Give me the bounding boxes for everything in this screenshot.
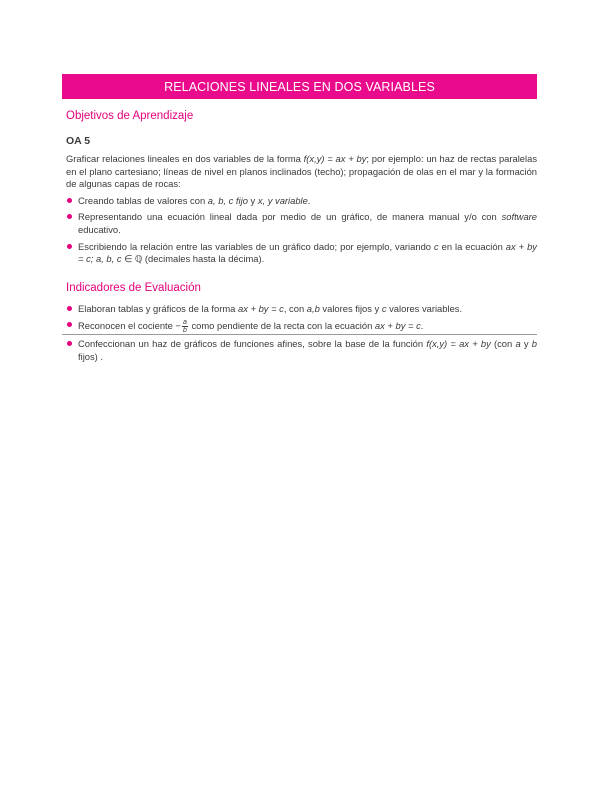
item-text: . (307, 194, 311, 206)
bullet-icon (67, 198, 72, 203)
bullet-icon (67, 322, 72, 327)
item-text: Elaboran tablas y gráficos de la forma (78, 302, 238, 314)
fraction (182, 319, 188, 334)
objectives-heading: Objetivos de Aprendizaje (66, 110, 194, 122)
item-text: y (520, 338, 532, 350)
item-math: ax + by = c (237, 302, 284, 314)
item-text: , con (283, 302, 307, 314)
bullet-icon (67, 214, 72, 219)
item-text: y (247, 194, 258, 206)
item-math: a, b, c fijo (207, 194, 248, 206)
item-text: (con (490, 338, 516, 350)
item-math: x, y variable (257, 194, 308, 206)
item-math: a (515, 338, 521, 350)
indicators-heading: Indicadores de Evaluación (66, 281, 201, 294)
item-text: valores fijos y (319, 302, 382, 314)
item-math: c (381, 302, 387, 314)
bullet-icon (67, 341, 72, 346)
item-math: ax + by = c (374, 320, 421, 332)
objectives-list (66, 195, 537, 266)
oa-label: OA 5 (66, 135, 91, 147)
item-text: Representando una ecuación lineal dada por medio de un gráfico, de manera manual y/o con (78, 211, 502, 223)
oa-text-1: Graficar relaciones lineales en dos variables de la forma (66, 153, 304, 164)
item-text: Creando tablas de valores con (78, 194, 208, 206)
item-math: a,b (306, 302, 320, 314)
oa-formula: f(x,y) = ax + by (303, 153, 367, 164)
item-text: fijos) . (78, 350, 104, 362)
item-text: Escribiendo la relación entre las variables de un gráfico dado; por ejemplo, variando (78, 240, 434, 252)
oa-text-2: ; por ejemplo: un haz de rectas paralelas en el plano cartesiano; líneas de nivel en planos inclinados (techo); propagación de olas en el mar y la formación de algunas capas de rocas: (66, 153, 538, 190)
item-text: como pendiente de la recta con la ecuación (188, 320, 375, 332)
bullet-icon (67, 306, 72, 311)
section-divider (62, 334, 537, 335)
item-math: ax + by = c; a, b, c (78, 240, 537, 265)
item-text: valores variables. (386, 302, 463, 314)
list-item (66, 211, 537, 236)
item-emphasis: software (501, 211, 537, 223)
item-text: Confeccionan un haz de gráficos de funciones afines, sobre la base de la función (78, 338, 427, 350)
item-text: ∈ ℚ (decimales hasta la décima). (121, 253, 265, 265)
list-item (66, 303, 537, 316)
list-item (66, 338, 537, 363)
item-text: Reconocen el cociente − (78, 320, 181, 332)
bullet-icon (67, 244, 72, 249)
item-math: f(x,y) = ax + by (426, 338, 491, 350)
item-text: . (420, 320, 424, 332)
item-text: en la ecuación (438, 240, 506, 252)
fraction-denominator: b (182, 327, 187, 335)
document-page (62, 74, 537, 368)
list-item (66, 319, 537, 334)
item-text: educativo. (78, 223, 121, 235)
fraction-numerator: a (182, 319, 187, 327)
list-item (66, 241, 537, 266)
oa-description (66, 153, 537, 191)
item-math: c (433, 240, 439, 252)
list-item (66, 195, 537, 208)
item-math: b (531, 338, 538, 350)
banner-title: RELACIONES LINEALES EN DOS VARIABLES (164, 79, 435, 94)
section-banner (62, 74, 537, 99)
